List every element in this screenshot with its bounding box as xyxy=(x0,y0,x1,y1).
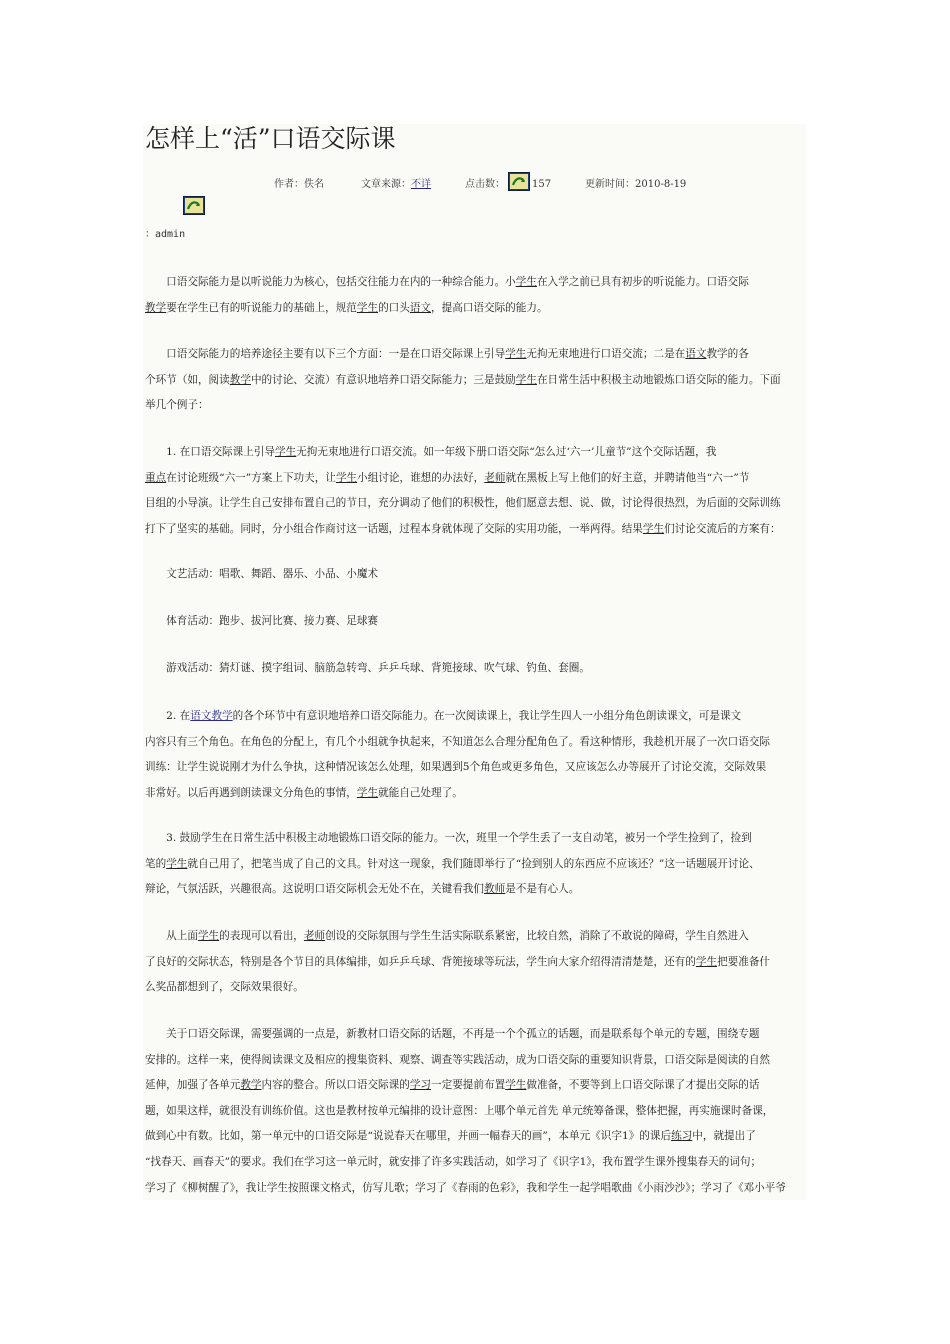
keyword-link[interactable]: 语文教学 xyxy=(190,710,233,722)
paragraph xyxy=(145,270,813,321)
keyword-link[interactable]: 学生 xyxy=(515,373,537,386)
paragraph-line xyxy=(145,609,813,635)
text-run: 延伸，加强了各单元 xyxy=(145,1079,241,1092)
keyword-link[interactable]: 学生 xyxy=(335,471,358,484)
text-run: ，提高口语交际的能力。 xyxy=(431,301,548,314)
text-run: 中的讨论、交流）有意识地培养口语交际能力；三是鼓励 xyxy=(250,373,516,386)
text-run: 体育活动：跑步、拔河比赛、接力赛、足球赛 xyxy=(145,615,379,627)
text-run: 中，就提出了 xyxy=(692,1130,756,1143)
paragraph-line xyxy=(145,755,813,781)
text-run: 个环节（如，阅读 xyxy=(145,373,230,386)
keyword-link[interactable]: 语文 xyxy=(409,301,432,314)
hits-label: 点击数： xyxy=(465,179,505,190)
text-run: 们讨论交流后的方案有： xyxy=(664,522,781,535)
paragraph-line xyxy=(145,730,813,756)
keyword-link[interactable]: 学生 xyxy=(356,301,379,314)
source-link[interactable]: 不详 xyxy=(411,179,431,190)
keyword-link[interactable]: 重点 xyxy=(145,471,167,484)
text-run: 内容只有三个角色。在角色的分配上，有几个小组就争执起来，不知道怎么合理分配角色了。看这种情形，我趁机开展了一次口语交际 xyxy=(145,735,771,748)
paragraph-line xyxy=(145,781,813,807)
paragraph-line xyxy=(145,1099,813,1125)
hits-count: 157 xyxy=(532,179,552,190)
broken-image-icon xyxy=(183,196,205,215)
text-run: 创设的交际氛围与学生生活实际联系紧密，比较自然，消除了不敢说的障碍，学生自然进入 xyxy=(325,930,749,942)
keyword-link[interactable]: 教学 xyxy=(240,1079,262,1092)
paragraph-line xyxy=(145,296,813,322)
text-run: 做准备，不要等到上口语交际课了才提出交际的话 xyxy=(526,1079,760,1092)
text-run: “找春天、画春天”的要求。我们在学习这一单元时，就安排了许多实践活动，如学习了《识字1》，我布置学生课外搜集春天的词句； xyxy=(145,1155,762,1168)
text-run: 就在黑板上写上他们的好主意，并聘请他当“六一”节 xyxy=(505,471,750,484)
keyword-link[interactable]: 语文 xyxy=(685,348,707,360)
paragraph-line xyxy=(145,1073,813,1099)
text-run: 做到心中有数。比如，第一单元中的口语交际是“说说春天在哪里，并画一幅春天的画”，本单元《识字1》的课后 xyxy=(145,1130,672,1143)
text-run: 是不是有心人。 xyxy=(505,883,580,896)
paragraph xyxy=(145,342,813,419)
keyword-link[interactable]: 学生 xyxy=(197,930,220,942)
text-run: 训练：让学生说说刚才为什么争执，这种情况该怎么处理，如果遇到5个角色或更多角色，又应该怎么办等展开了讨论交流，交际效果 xyxy=(145,761,767,774)
updated-date: 更新时间：2010-8-19 xyxy=(585,179,687,190)
paragraph-line xyxy=(145,562,813,588)
paragraph-line xyxy=(145,852,813,878)
paragraph xyxy=(145,562,813,588)
text-run: 教学的各 xyxy=(706,348,749,360)
text-run: 关于口语交际课，需要强调的一点是，新教材口语交际的话题，不再是一个个孤立的话题，而是联系每个单元的专题，围绕专题 xyxy=(145,1028,760,1040)
paragraph xyxy=(145,656,813,682)
paragraph-line xyxy=(145,826,813,852)
paragraph-line xyxy=(145,656,813,682)
text-run: 口语交际能力是以听说能力为核心，包括交往能力在内的一种综合能力。小 xyxy=(145,276,516,288)
text-run: 游戏活动：猜灯谜、摸字组词、脑筋急转弯、乒乒乓球、背篼接球、吹气球、钓鱼、套圈。 xyxy=(145,662,590,674)
paragraph-line xyxy=(145,877,813,903)
keyword-link[interactable]: 教学 xyxy=(229,373,251,386)
paragraph-line xyxy=(145,393,813,419)
text-run: 小组讨论，谁想的办法好， xyxy=(357,471,485,484)
keyword-link[interactable]: 学生 xyxy=(515,276,537,288)
text-run: 就自己用了，把笔当成了自己的文具。针对这一现象，我们随即举行了“捡到别人的东西应不应该还？”这一话题展开讨论、 xyxy=(187,857,760,870)
paragraph-line xyxy=(145,1124,813,1150)
paragraph xyxy=(145,609,813,635)
text-run: 么奖品都想到了，交际效果很好。 xyxy=(145,981,304,994)
text-run: 在入学之前已具有初步的听说能力。口语交际 xyxy=(536,276,749,288)
text-run: 的表现可以看出， xyxy=(219,930,304,942)
paragraph xyxy=(145,924,813,1001)
paragraph-line xyxy=(145,1150,813,1176)
text-run: 2. 在 xyxy=(145,710,191,722)
text-run: 安排的。这样一来，使得阅读课文及相应的搜集资料、观察、调查等实践活动，成为口语交际的重要知识背景，口语交际是阅读的自然 xyxy=(145,1053,771,1066)
paragraph xyxy=(145,440,813,542)
keyword-link[interactable]: 学生 xyxy=(275,446,297,458)
keyword-link[interactable]: 教师 xyxy=(484,883,506,896)
text-run: 的口头 xyxy=(378,301,410,314)
text-run: 题，如果这样，就很没有训练价值。这也是教材按单元编排的设计意图：上哪个单元首先 单元统筹备课，整体把握，再实施课时备课， xyxy=(145,1104,774,1117)
paragraph-line xyxy=(145,950,813,976)
paragraph-line xyxy=(145,342,813,368)
paragraph-line xyxy=(145,924,813,950)
text-run: 3. 鼓励学生在日常生活中积极主动地锻炼口语交际的能力。一次，班里一个学生丢了一支自动笔，被另一个学生捡到了，捡到 xyxy=(145,832,752,844)
text-run: 学习了《柳树醒了》，我让学生按照课文格式，仿写儿歌；学习了《春雨的色彩》，我和学生一起学唱歌曲《小雨沙沙》；学习了《邓小平爷 xyxy=(145,1181,786,1194)
text-run: 文艺活动：唱歌、舞蹈、器乐、小品、小魔术 xyxy=(145,568,379,580)
text-run: 在日常生活中积极主动地锻炼口语交际的能力。下面 xyxy=(536,373,781,386)
text-run: 举几个例子： xyxy=(145,399,209,412)
text-run: 从上面 xyxy=(145,930,198,942)
keyword-link[interactable]: 教学 xyxy=(145,301,167,314)
article-title: 怎样上“活”口语交际课 xyxy=(145,124,396,153)
text-run: 把要准备什 xyxy=(717,955,771,968)
paragraph-line xyxy=(145,975,813,1001)
keyword-link[interactable]: 练习 xyxy=(671,1130,693,1143)
author-label: 作者：佚名 xyxy=(274,179,324,190)
keyword-link[interactable]: 学生 xyxy=(166,857,188,870)
text-run: 口语交际能力的培养途径主要有以下三个方面：一是在口语交际课上引导 xyxy=(145,348,506,360)
text-run: 1. 在口语交际课上引导 xyxy=(145,446,276,458)
source-field xyxy=(361,178,431,192)
paragraph-line xyxy=(145,1048,813,1074)
text-run: 在讨论班级“六一”方案上下功夫，让 xyxy=(166,471,336,484)
editor-label: ：admin xyxy=(145,229,186,240)
keyword-link[interactable]: 老师 xyxy=(484,471,506,484)
source-label: 文章来源： xyxy=(361,179,411,190)
text-run: 非常好。以后再遇到朗读课文分角色的事情， xyxy=(145,786,357,799)
text-run: 打下了坚实的基础。同时，分小组合作商讨这一话题，过程本身就体现了交际的实用功能，一举两得。结果 xyxy=(145,522,643,535)
text-run: 无拘无束地进行口语交流。如一年级下册口语交际“怎么过‘六一’儿童节”这个交际话题，我 xyxy=(296,446,717,458)
keyword-link[interactable]: 学生 xyxy=(356,786,379,799)
text-run: 一定要提前布置 xyxy=(431,1079,506,1092)
keyword-link[interactable]: 学生 xyxy=(695,955,718,968)
text-run: 无拘无束地进行口语交流；二是在 xyxy=(526,348,686,360)
broken-image-icon xyxy=(508,172,530,191)
paragraph-line xyxy=(145,1022,813,1048)
paragraph-line xyxy=(145,517,813,543)
paragraph-line xyxy=(145,491,813,517)
paragraph xyxy=(145,704,813,806)
paragraph-line xyxy=(145,368,813,394)
text-run: 内容的整合。所以口语交际课的 xyxy=(261,1079,410,1092)
text-run: 目组的小导演。让学生自己安排布置自己的节日，充分调动了他们的积极性，他们愿意去想、说、做，讨论得很热烈，为后面的交际训练 xyxy=(145,497,781,510)
text-run: 辩论，气氛活跃，兴趣很高。这说明口语交际机会无处不在，关键看我们 xyxy=(145,883,484,896)
paragraph-line xyxy=(145,704,813,730)
paragraph-line xyxy=(145,466,813,492)
text-run: 要在学生已有的听说能力的基础上，规范 xyxy=(166,301,357,314)
text-run: 就能自己处理了。 xyxy=(378,786,463,799)
keyword-link[interactable]: 学生 xyxy=(642,522,665,535)
paragraph xyxy=(145,826,813,903)
text-run: 了良好的交际状态，特别是各个节目的具体编排，如乒乒乓球、背篼接球等玩法，学生向大家介绍得清清楚楚，还有的 xyxy=(145,955,696,968)
keyword-link[interactable]: 学生 xyxy=(505,1079,527,1092)
text-run: 笔的 xyxy=(145,857,167,870)
paragraph xyxy=(145,1022,813,1201)
keyword-link[interactable]: 老师 xyxy=(303,930,326,942)
text-run: 的各个环节中有意识地培养口语交际能力。在一次阅读课上，我让学生四人一小组分角色朗读课文，可是课文 xyxy=(232,710,742,722)
keyword-link[interactable]: 学习 xyxy=(409,1079,432,1092)
paragraph-line xyxy=(145,270,813,296)
paragraph-line xyxy=(145,440,813,466)
paragraph-line xyxy=(145,1176,813,1202)
keyword-link[interactable]: 学生 xyxy=(505,348,527,360)
